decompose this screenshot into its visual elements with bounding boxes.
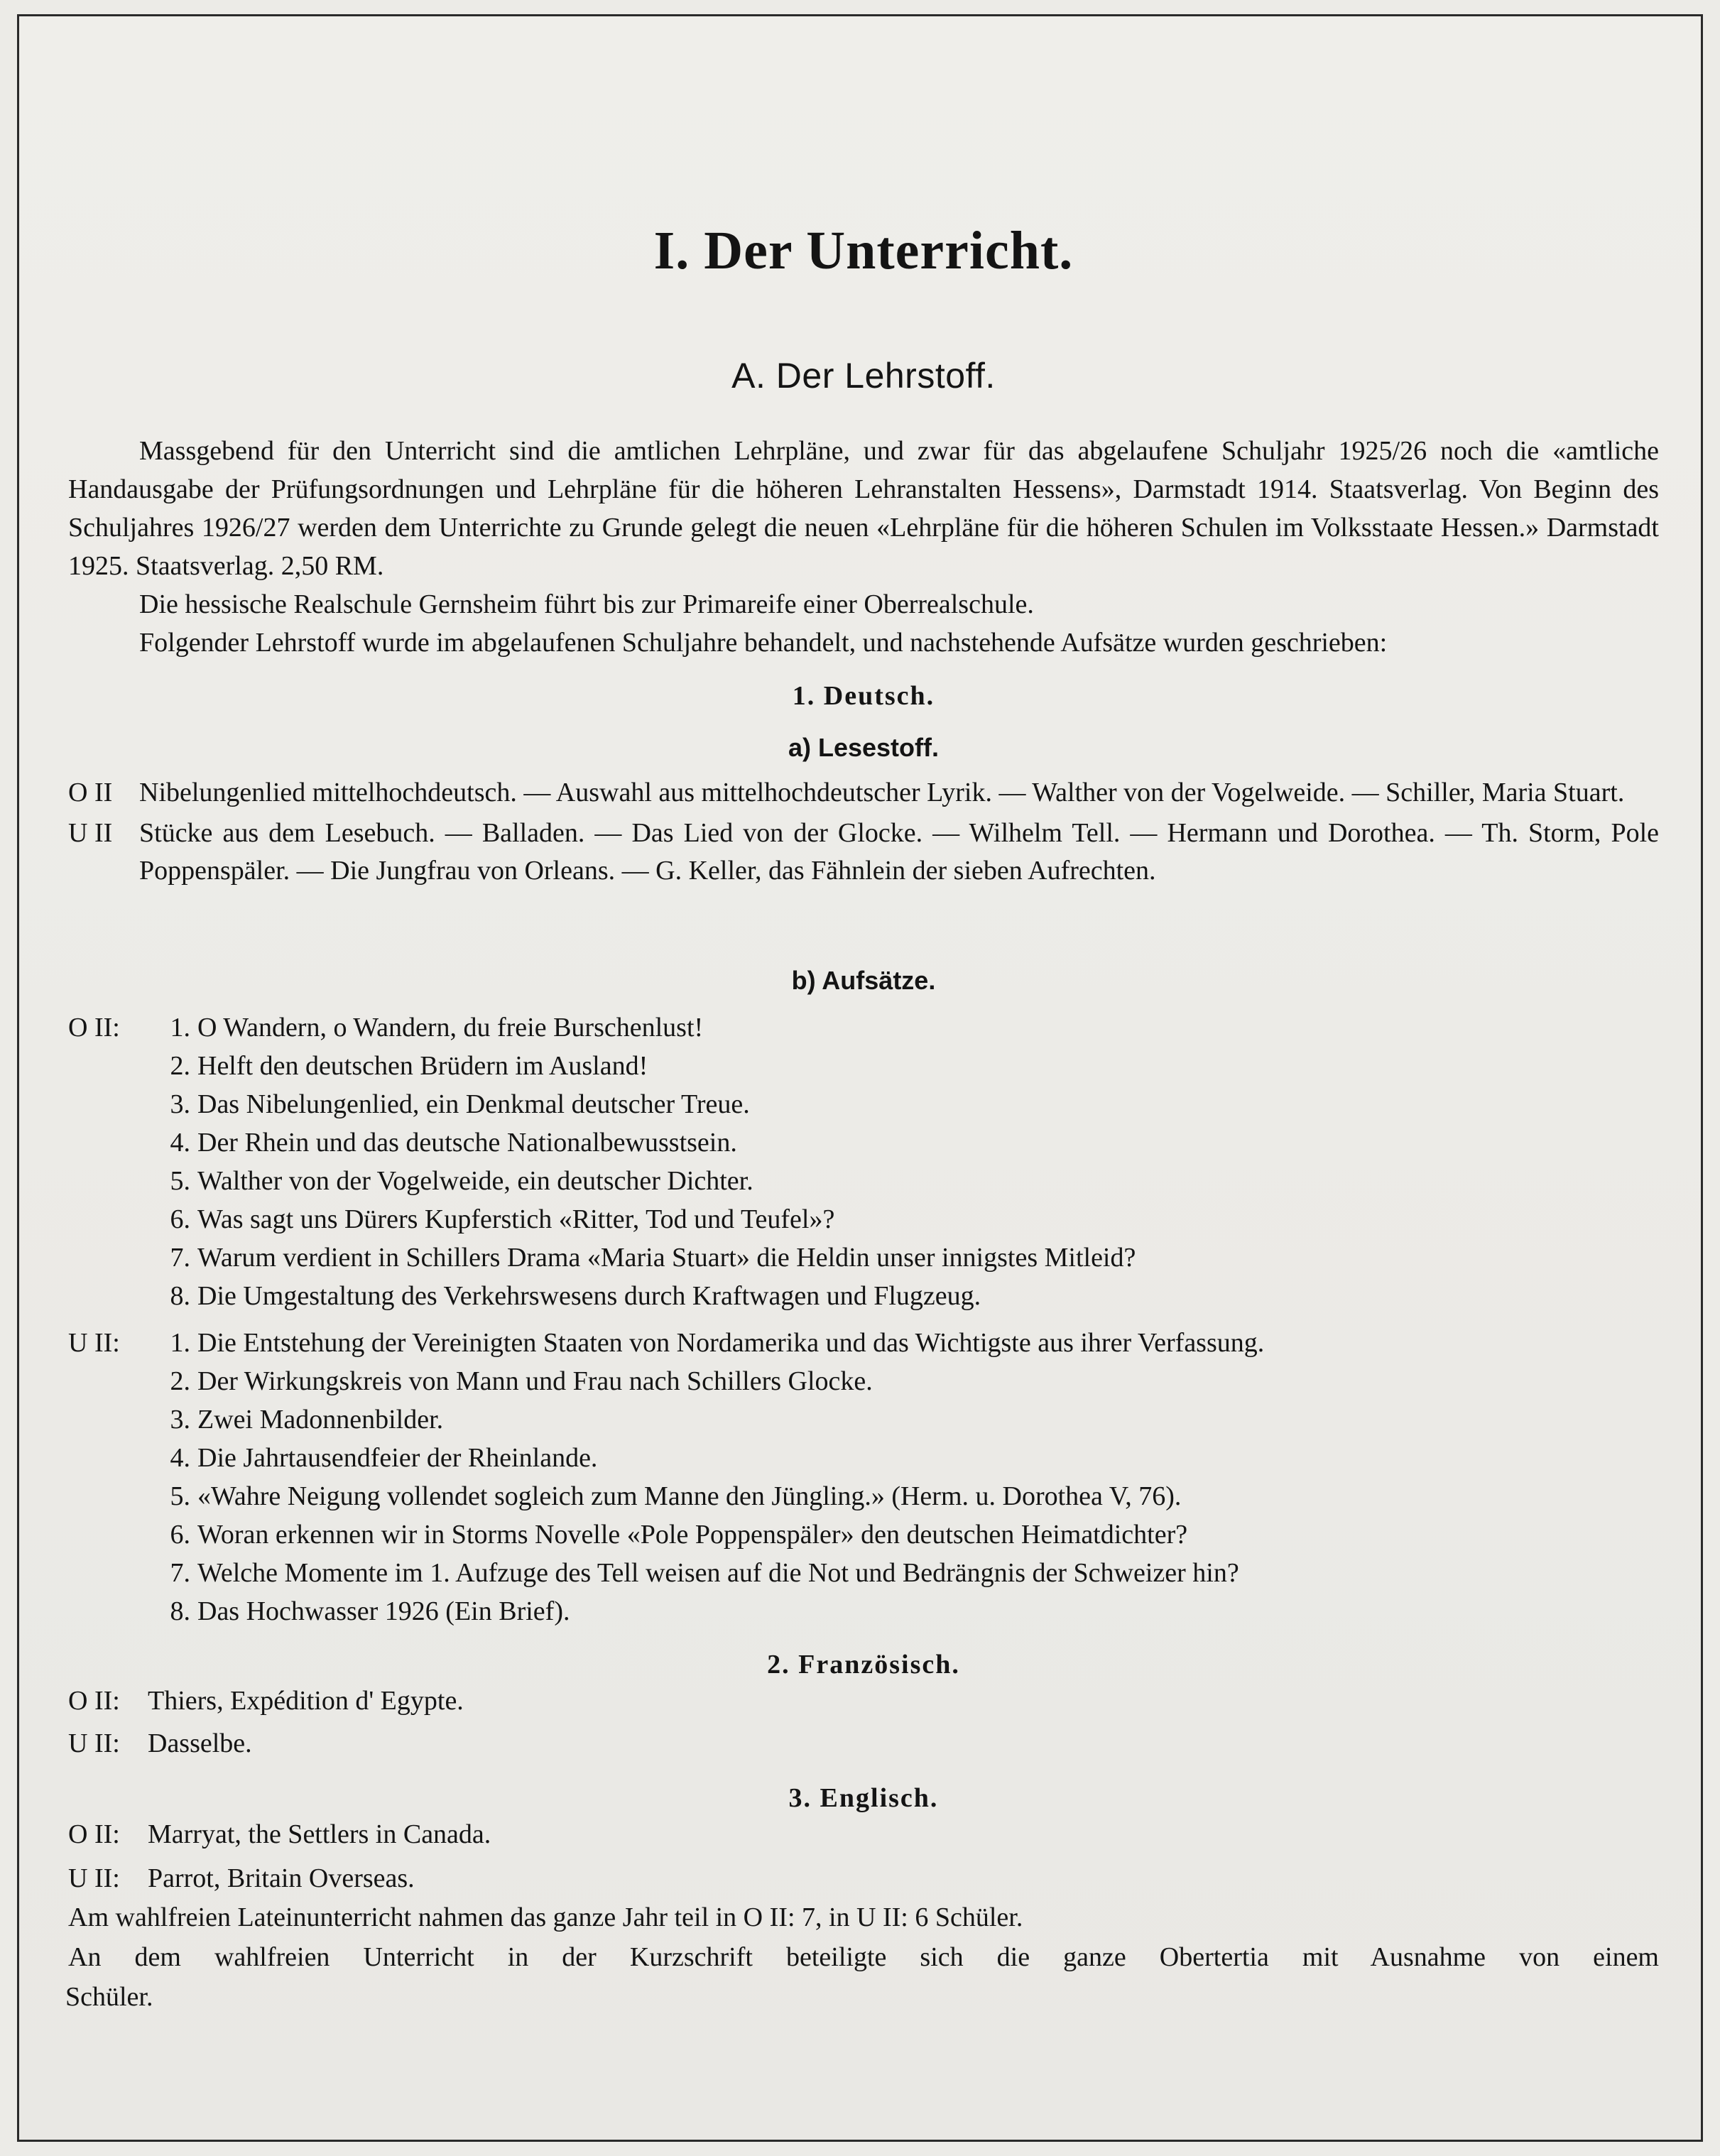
page-title: I. Der Unterricht. — [653, 221, 1074, 281]
essay-title: Das Hochwasser 1926 (Ein Brief). — [197, 1596, 570, 1626]
list-item — [68, 1085, 1659, 1123]
class-label: U II: — [68, 1328, 120, 1358]
franzoesisch-uii — [68, 1724, 1659, 1763]
essay-title: Woran erkennen wir in Storms Novelle «Pole Poppenspäler» den deutschen Heimatdichter? — [197, 1520, 1188, 1550]
essays-uii — [68, 1324, 1659, 1630]
essay-title: Der Wirkungskreis von Mann und Frau nach Schillers Glocke. — [197, 1366, 873, 1396]
lesestoff-text: Stücke aus dem Lesebuch. — Balladen. — Das Lied von der Glocke. — Wilhelm Tell. — Hermann und Dorothea. — Th. Storm, Pole Poppenspäler. — Die Jungfrau von Orleans. — G. Keller, das Fähnlein der sieben Aufrechten. — [139, 818, 1659, 886]
list-item — [68, 1200, 1659, 1238]
class-label: O II: — [68, 1819, 120, 1849]
heading-lesestoff: a) Lesestoff. — [788, 733, 940, 762]
item-number: 5. — [170, 1481, 190, 1511]
closing-paragraph-2-end: Schüler. — [65, 1982, 153, 2012]
closing-paragraph-1: Am wahlfreien Lateinunterricht nahmen das ganze Jahr teil in O II: 7, in U II: 6 Schüler. — [68, 1902, 1023, 1932]
item-number: 6. — [170, 1204, 190, 1234]
class-label: O II: — [68, 1013, 120, 1042]
essay-title: Die Jahrtausendfeier der Rheinlande. — [197, 1443, 598, 1473]
class-label: U II: — [68, 1863, 120, 1893]
list-item — [68, 1162, 1659, 1200]
lesestoff-list — [68, 774, 1659, 890]
franzoesisch-oii — [68, 1682, 1659, 1720]
essay-title: Helft den deutschen Brüdern im Ausland! — [197, 1051, 648, 1081]
closing-paragraph-2: An dem wahlfreien Unterricht in der Kurzschrift beteiligte sich die ganze Obertertia mit Ausnahme von einem — [68, 1942, 1659, 1972]
item-number: 8. — [170, 1281, 190, 1311]
list-item — [68, 1123, 1659, 1162]
intro-paragraph-2: Die hessische Realschule Gernsheim führt bis zur Primareife einer Oberrealschule. — [139, 589, 1034, 619]
intro-paragraph-1: Massgebend für den Unterricht sind die amtlichen Lehrpläne, und zwar für das abgelaufene Schuljahr 1925/26 noch die «amtliche Handausgabe der Prüfungsordnungen und Lehrpläne für die höheren Lehranstalten Hessens», Darmstadt 1914. Staatsverlag. Von Beginn des Schuljahres 1926/27 werden dem Unterrichte zu Grunde gelegt die neuen «Lehrpläne für die höheren Schulen im Volksstaate Hessen.» Darmstadt 1925. Staatsverlag. 2,50 RM. — [68, 436, 1659, 581]
list-item — [68, 1277, 1659, 1315]
list-item — [68, 1362, 1659, 1400]
reading-text: Dasselbe. — [148, 1728, 252, 1758]
essay-title: Das Nibelungenlied, ein Denkmal deutscher Treue. — [197, 1089, 750, 1119]
closing-notes — [65, 1898, 1659, 2017]
item-number: 4. — [170, 1443, 190, 1473]
reading-text: Parrot, Britain Overseas. — [148, 1863, 415, 1893]
class-label: O II: — [68, 1686, 120, 1716]
class-label: U II — [68, 818, 113, 848]
essay-title: O Wandern, o Wandern, du freie Burschenlust! — [197, 1013, 704, 1042]
lesestoff-entry — [68, 815, 1659, 890]
intro-paragraph-3: Folgender Lehrstoff wurde im abgelaufenen Schuljahre behandelt, und nachstehende Aufsätze wurden geschrieben: — [139, 628, 1388, 658]
heading-deutsch: 1. Deutsch. — [792, 681, 935, 711]
list-item — [68, 1477, 1659, 1515]
essay-title: Welche Momente im 1. Aufzuge des Tell weisen auf die Not und Bedrängnis der Schweizer hin? — [197, 1558, 1239, 1588]
item-number: 1. — [170, 1013, 190, 1042]
section-title: A. Der Lehrstoff. — [731, 356, 996, 396]
item-number: 2. — [170, 1051, 190, 1081]
heading-aufsaetze: b) Aufsätze. — [791, 966, 936, 995]
essays-oii — [68, 1008, 1659, 1315]
item-number: 7. — [170, 1243, 190, 1273]
item-number: 7. — [170, 1558, 190, 1588]
item-number: 8. — [170, 1596, 190, 1626]
list-item — [68, 1008, 1659, 1047]
list-item — [68, 1324, 1659, 1362]
class-label: O II — [68, 778, 113, 807]
englisch-uii — [68, 1859, 1659, 1898]
essay-title: Die Umgestaltung des Verkehrswesens durch Kraftwagen und Flugzeug. — [197, 1281, 981, 1311]
essay-title: Warum verdient in Schillers Drama «Maria Stuart» die Heldin unser innigstes Mitleid? — [197, 1243, 1136, 1273]
list-item — [68, 1047, 1659, 1085]
item-number: 3. — [170, 1405, 190, 1434]
item-number: 1. — [170, 1328, 190, 1358]
list-item — [68, 1400, 1659, 1439]
essay-title: Der Rhein und das deutsche Nationalbewusstsein. — [197, 1128, 737, 1158]
list-item — [68, 1592, 1659, 1630]
reading-text: Thiers, Expédition d' Egypte. — [148, 1686, 464, 1716]
essay-title: Walther von der Vogelweide, ein deutscher Dichter. — [197, 1166, 753, 1196]
list-item — [68, 1238, 1659, 1277]
lesestoff-entry — [68, 774, 1659, 812]
item-number: 3. — [170, 1089, 190, 1119]
item-number: 6. — [170, 1520, 190, 1550]
essay-title: Die Entstehung der Vereinigten Staaten von Nordamerika und das Wichtigste aus ihrer Verfassung. — [197, 1328, 1265, 1358]
essay-title: «Wahre Neigung vollendet sogleich zum Manne den Jüngling.» (Herm. u. Dorothea V, 76). — [197, 1481, 1182, 1511]
item-number: 5. — [170, 1166, 190, 1196]
heading-englisch: 3. Englisch. — [788, 1783, 939, 1813]
list-item — [68, 1439, 1659, 1477]
heading-franzoesisch: 2. Französisch. — [767, 1650, 960, 1679]
list-item — [68, 1554, 1659, 1592]
essay-title: Was sagt uns Dürers Kupferstich «Ritter, Tod und Teufel»? — [197, 1204, 835, 1234]
englisch-oii — [68, 1815, 1659, 1853]
intro-section — [68, 432, 1659, 662]
list-item — [68, 1515, 1659, 1554]
item-number: 4. — [170, 1128, 190, 1158]
class-label: U II: — [68, 1728, 120, 1758]
lesestoff-text: Nibelungenlied mittelhochdeutsch. — Auswahl aus mittelhochdeutscher Lyrik. — Walther von der Vogelweide. — Schiller, Maria Stuart. — [139, 778, 1625, 807]
reading-text: Marryat, the Settlers in Canada. — [148, 1819, 491, 1849]
essay-title: Zwei Madonnenbilder. — [197, 1405, 444, 1434]
item-number: 2. — [170, 1366, 190, 1396]
